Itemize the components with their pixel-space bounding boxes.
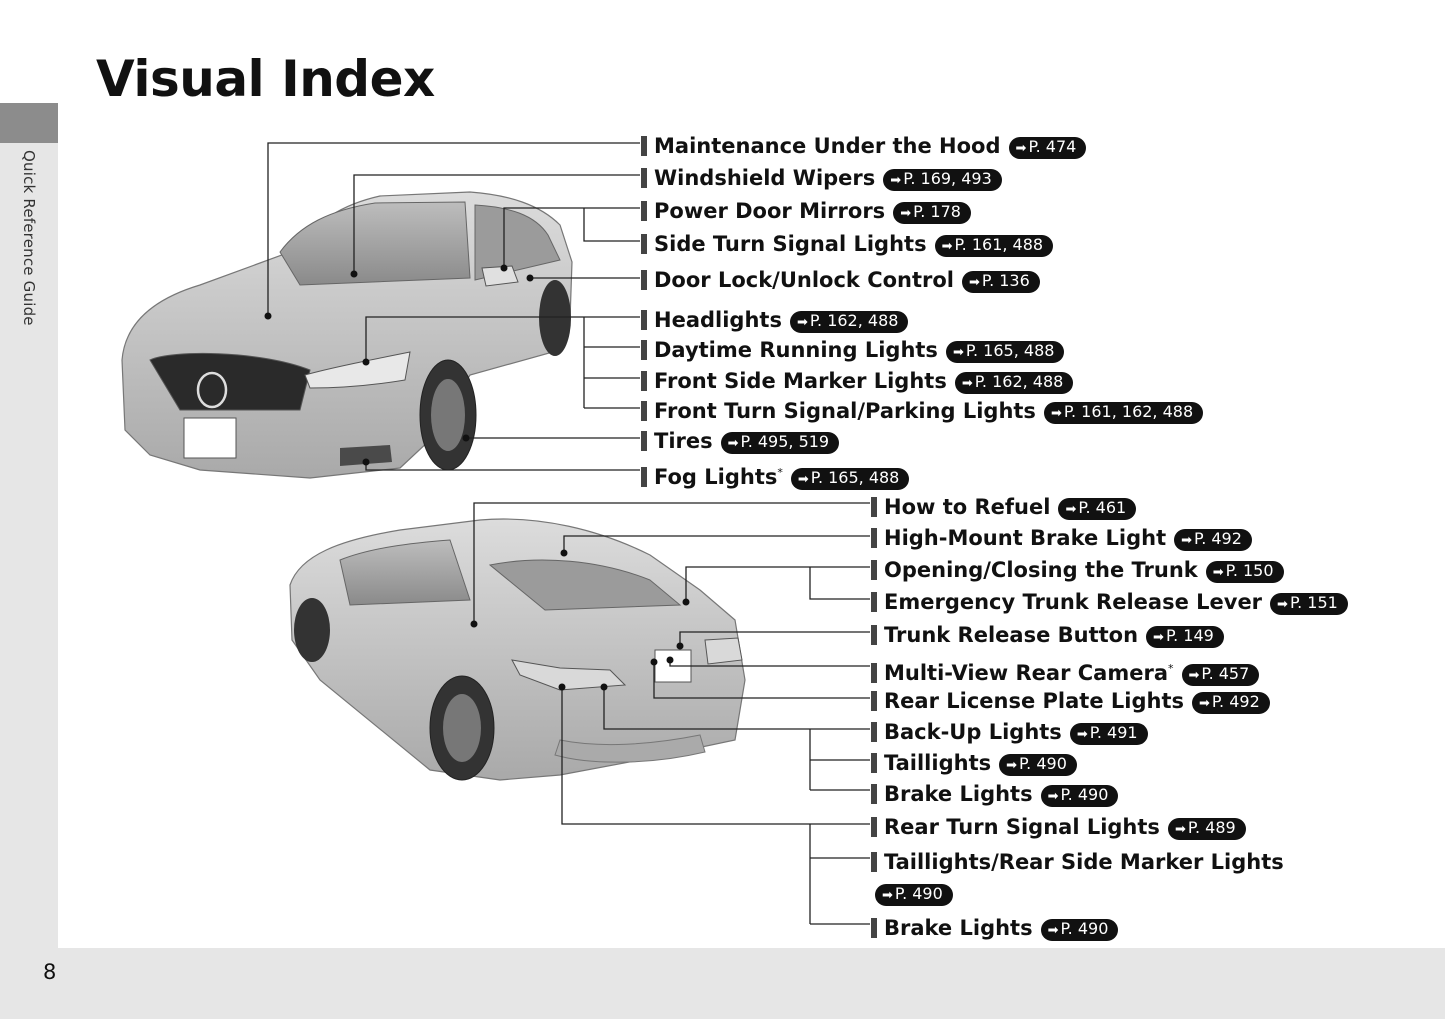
page-reference-text: P. 489 [1187, 818, 1236, 837]
page-reference-link[interactable] [962, 271, 1040, 293]
page-reference-link[interactable] [955, 372, 1073, 394]
rear-callout [871, 557, 1284, 583]
rear-callout [871, 814, 1246, 840]
page-reference-link[interactable] [1206, 561, 1284, 583]
callout-label: Brake Lights [884, 782, 1033, 806]
page-reference-text: P. 169, 493 [903, 169, 992, 188]
page-reference-text: P. 461 [1078, 498, 1127, 517]
page-reference-link[interactable] [935, 235, 1053, 257]
callout-label: High-Mount Brake Light [884, 526, 1167, 550]
callout-bar [641, 201, 647, 221]
page-reference-text: P. 149 [1165, 626, 1214, 645]
arrow-icon: ➡ [890, 173, 902, 188]
page-reference-text: P. 165, 488 [965, 341, 1055, 360]
front-callout [641, 307, 908, 333]
arrow-icon: ➡ [797, 472, 809, 487]
callout-bar [871, 817, 877, 837]
arrow-icon: ➡ [1015, 141, 1027, 156]
front-callout [641, 133, 1086, 159]
page-reference-link[interactable] [1009, 137, 1087, 159]
arrow-icon: ➡ [1188, 668, 1200, 683]
page-number: 8 [43, 960, 57, 984]
callout-label: Power Door Mirrors [654, 199, 886, 223]
page-reference-text: P. 490 [1060, 785, 1109, 804]
callout-bar [871, 528, 877, 548]
page-reference-link[interactable] [883, 169, 1001, 191]
callout-label: Opening/Closing the Trunk [884, 558, 1198, 582]
page-reference-link[interactable] [1270, 593, 1348, 615]
page-reference-text: P. 162, 488 [809, 311, 899, 330]
callout-bar [871, 625, 877, 645]
callout-bar [641, 371, 647, 391]
arrow-icon: ➡ [882, 888, 893, 903]
arrow-icon: ➡ [1174, 822, 1186, 837]
page-reference-link[interactable] [1041, 919, 1119, 941]
arrow-icon: ➡ [1212, 565, 1224, 580]
rear-callout [871, 750, 1077, 776]
callout-label: How to Refuel [884, 495, 1051, 519]
arrow-icon: ➡ [796, 315, 808, 330]
callout-bar [641, 234, 647, 254]
callout-label: Daytime Running Lights [654, 338, 938, 362]
front-callout [641, 368, 1073, 394]
rear-callout [871, 849, 1284, 875]
callout-label: Emergency Trunk Release Lever [884, 590, 1263, 614]
callout-bar [641, 168, 647, 188]
arrow-icon: ➡ [941, 239, 953, 254]
callout-label: Door Lock/Unlock Control [654, 268, 955, 292]
page-reference-link[interactable] [721, 432, 839, 454]
page-reference-text: P. 490 [1060, 919, 1109, 938]
page-reference-link[interactable] [791, 468, 909, 490]
arrow-icon: ➡ [1076, 727, 1088, 742]
rear-callout [871, 589, 1348, 615]
arrow-icon: ➡ [1050, 406, 1062, 421]
page-reference-text: P. 161, 488 [954, 235, 1044, 254]
callout-bar [871, 497, 877, 517]
callout-label: Front Turn Signal/Parking Lights [654, 399, 1036, 423]
callout-label: Side Turn Signal Lights [654, 232, 927, 256]
callout-bar [641, 467, 647, 487]
page-reference-text: P. 495, 519 [740, 432, 830, 451]
front-callout [641, 165, 1002, 191]
page-reference-link[interactable] [893, 202, 971, 224]
page-reference-link[interactable] [1174, 529, 1252, 551]
rear-callout [871, 525, 1252, 551]
callout-label: Brake Lights [884, 916, 1033, 940]
rear-callout [871, 622, 1224, 648]
arrow-icon: ➡ [952, 345, 964, 360]
callout-bar [871, 753, 877, 773]
callout-label: Front Side Marker Lights [654, 369, 947, 393]
side-tab-label: Quick Reference Guide [20, 150, 38, 326]
page-reference-link[interactable] [1146, 626, 1224, 648]
callout-label: Taillights/Rear Side Marker Lights [884, 850, 1284, 874]
rear-callout [871, 781, 1118, 807]
arrow-icon: ➡ [1006, 758, 1018, 773]
page-reference-link[interactable] [946, 341, 1064, 363]
page-reference-link[interactable] [1041, 785, 1119, 807]
front-callout [641, 398, 1203, 424]
rear-callout [871, 494, 1136, 520]
callout-bar [641, 401, 647, 421]
page-reference-text: P. 178 [913, 202, 961, 221]
page-reference-link[interactable] [790, 311, 908, 333]
callout-bar [871, 918, 877, 938]
front-callout [641, 337, 1064, 363]
callout-bar [871, 592, 877, 612]
page-reference-text: P. 474 [1028, 137, 1077, 156]
arrow-icon: ➡ [1047, 789, 1059, 804]
rear-callout [871, 656, 1259, 686]
callout-label: Windshield Wipers [654, 166, 876, 190]
callout-label: Fog Lights [654, 465, 778, 489]
arrow-icon: ➡ [1277, 597, 1288, 612]
page-reference-text: P. 490 [894, 884, 943, 903]
arrow-icon: ➡ [727, 436, 739, 451]
page-reference-link[interactable] [1058, 498, 1136, 520]
callout-bar [871, 691, 877, 711]
page-reference-link[interactable] [875, 884, 953, 906]
page-reference-text: P. 165, 488 [810, 468, 900, 487]
callout-label: Multi-View Rear Camera [884, 661, 1168, 685]
page-reference-text: P. 457 [1201, 664, 1250, 683]
callout-bar [871, 852, 877, 872]
callout-bar [641, 310, 647, 330]
front-callout [641, 460, 909, 490]
callout-label: Rear License Plate Lights [884, 689, 1184, 713]
arrow-icon: ➡ [1065, 502, 1077, 517]
rear-callout [871, 719, 1148, 745]
callout-bar [871, 722, 877, 742]
callout-bar [871, 560, 877, 580]
page-reference-text: P. 136 [981, 271, 1030, 290]
callout-bar [641, 340, 647, 360]
rear-car-illustration [290, 519, 745, 780]
page-reference-text: P. 151 [1289, 593, 1338, 612]
callout-bar [871, 663, 877, 683]
callout-bar [641, 136, 647, 156]
arrow-icon: ➡ [1153, 630, 1164, 645]
rear-callout [871, 915, 1118, 941]
page-title: Visual Index [96, 50, 435, 108]
page-reference-link[interactable] [999, 754, 1077, 776]
callout-label: Back-Up Lights [884, 720, 1062, 744]
page-reference-link[interactable] [1168, 818, 1246, 840]
page-reference-text: P. 491 [1089, 723, 1138, 742]
page-reference-text: P. 490 [1019, 754, 1067, 773]
callout-label: Taillights [884, 751, 992, 775]
callout-bar [641, 431, 647, 451]
callout-label: Maintenance Under the Hood [654, 134, 1001, 158]
arrow-icon: ➡ [900, 206, 912, 221]
page-reference-text: P. 492 [1194, 529, 1242, 548]
arrow-icon: ➡ [961, 376, 973, 391]
front-callout [641, 231, 1053, 257]
callout-bar [871, 784, 877, 804]
rear-callout [871, 688, 1270, 714]
front-callout [641, 428, 839, 454]
page-reference-text: P. 150 [1225, 561, 1274, 580]
arrow-icon: ➡ [969, 275, 980, 290]
page-reference-link[interactable] [1192, 692, 1270, 714]
arrow-icon: ➡ [1181, 533, 1193, 548]
asterisk-note: * [1168, 662, 1174, 675]
arrow-icon: ➡ [1198, 696, 1210, 711]
page-reference-link[interactable] [1044, 402, 1203, 424]
front-callout [641, 267, 1040, 293]
callout-label: Trunk Release Button [884, 623, 1139, 647]
page-reference-link[interactable] [1182, 664, 1260, 686]
page-reference-text: P. 161, 162, 488 [1063, 402, 1194, 421]
callout-label: Headlights [654, 308, 782, 332]
callout-label: Tires [654, 429, 713, 453]
rear-callout-continuation [875, 880, 953, 906]
callout-label: Rear Turn Signal Lights [884, 815, 1160, 839]
page-reference-text: P. 162, 488 [974, 372, 1064, 391]
front-callout [641, 198, 971, 224]
callout-bar [641, 270, 647, 290]
page-reference-link[interactable] [1070, 723, 1148, 745]
page-reference-text: P. 492 [1211, 692, 1260, 711]
arrow-icon: ➡ [1047, 923, 1059, 938]
asterisk-note: * [777, 466, 783, 479]
